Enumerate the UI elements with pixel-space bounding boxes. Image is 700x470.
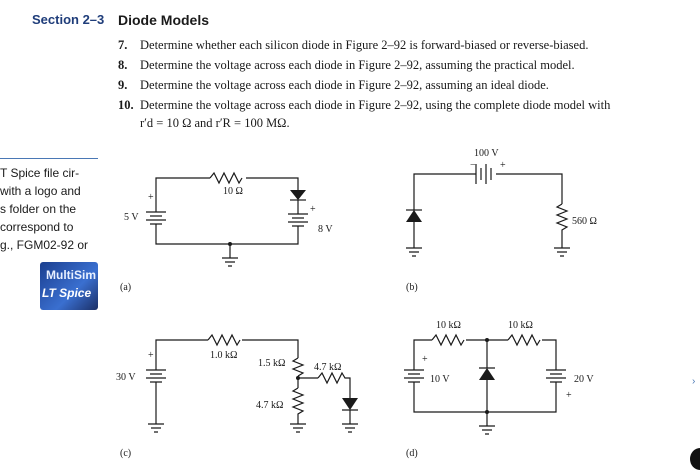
resistor-icon [557, 204, 567, 248]
problem-text: Determine the voltage across each diode in Figure 2–92, assuming an ideal diode. [140, 78, 549, 92]
diode-icon [342, 398, 358, 410]
problem-10-cont: r′d = 10 Ω and r′R = 100 MΩ. [140, 116, 290, 130]
problem-text: Determine the voltage across each diode in Figure 2–92, using the complete diode model with [140, 98, 611, 112]
circuit-label: (c) [120, 448, 132, 459]
svg-text:+: + [500, 160, 506, 171]
resistor-label: 10 Ω [223, 186, 243, 197]
svg-text:+: + [148, 192, 154, 203]
diode-icon [290, 190, 306, 200]
sidebar-line: g., FGM02-92 or [0, 238, 89, 252]
ground-icon [222, 244, 238, 266]
section-label: Section 2–3 [32, 12, 105, 27]
battery-icon [146, 212, 166, 224]
resistor-icon [293, 388, 303, 424]
source-label: 30 V [116, 372, 136, 383]
ground-icon [479, 412, 495, 434]
resistor-label: 1.5 kΩ [258, 358, 286, 369]
ground-icon [148, 424, 164, 432]
page-edge-icon: › [692, 376, 696, 387]
sidebar-line: s folder on the [0, 202, 77, 216]
circuit-d [404, 320, 594, 459]
ground-icon [554, 248, 570, 256]
problem-text: Determine whether each silicon diode in Figure 2–92 is forward-biased or reverse-biased. [140, 38, 589, 52]
sidebar-line: T Spice file cir- [0, 166, 80, 180]
diode-icon [406, 210, 422, 222]
battery-icon [404, 370, 424, 382]
resistor-icon [210, 173, 242, 183]
resistor-icon [293, 358, 303, 376]
sidebar-line: with a logo and [0, 184, 81, 198]
resistor-icon [318, 373, 350, 398]
battery-icon [476, 164, 491, 184]
circuit-label: (a) [120, 282, 132, 293]
resistor-label: 560 Ω [572, 216, 597, 227]
diode-icon [479, 368, 495, 380]
resistor-label: 10 kΩ [508, 320, 533, 331]
problem-number: 10. [118, 98, 134, 112]
resistor-icon [208, 335, 240, 345]
resistor-label: 4.7 kΩ [314, 362, 342, 373]
resistor-label: 1.0 kΩ [210, 350, 238, 361]
svg-text:−: − [470, 160, 476, 171]
resistor-label: 4.7 kΩ [256, 400, 284, 411]
circuit-label: (b) [406, 282, 418, 293]
problem-number: 7. [118, 38, 128, 52]
circuit-label: (d) [406, 448, 418, 459]
source-label: 10 V [430, 374, 450, 385]
svg-text:+: + [422, 354, 428, 365]
logo-text: LT Spice [42, 286, 92, 300]
source-label: 5 V [124, 212, 139, 223]
section-title: Diode Models [118, 12, 210, 28]
problem-text: Determine the voltage across each diode in Figure 2–92, assuming the practical model. [140, 58, 575, 72]
source-label: 8 V [318, 224, 333, 235]
battery-icon [146, 370, 166, 382]
resistor-icon [508, 335, 540, 345]
svg-text:+: + [148, 350, 154, 361]
circuit-b [406, 148, 597, 293]
source-label: 100 V [474, 148, 499, 159]
source-label: 20 V [574, 374, 594, 385]
ground-icon [342, 424, 358, 432]
circuit-a [120, 173, 333, 293]
battery-icon [546, 370, 566, 382]
resistor-label: 10 kΩ [436, 320, 461, 331]
svg-text:+: + [566, 390, 572, 401]
ground-icon [406, 248, 422, 256]
sidebar-line: correspond to [0, 220, 74, 234]
svg-text:+: + [310, 204, 316, 215]
resistor-icon [432, 335, 464, 345]
battery-icon [288, 214, 308, 226]
problem-number: 9. [118, 78, 128, 92]
problem-number: 8. [118, 58, 128, 72]
logo-text: MultiSim [46, 268, 96, 282]
ground-icon [290, 424, 306, 432]
circuit-c [116, 335, 358, 459]
